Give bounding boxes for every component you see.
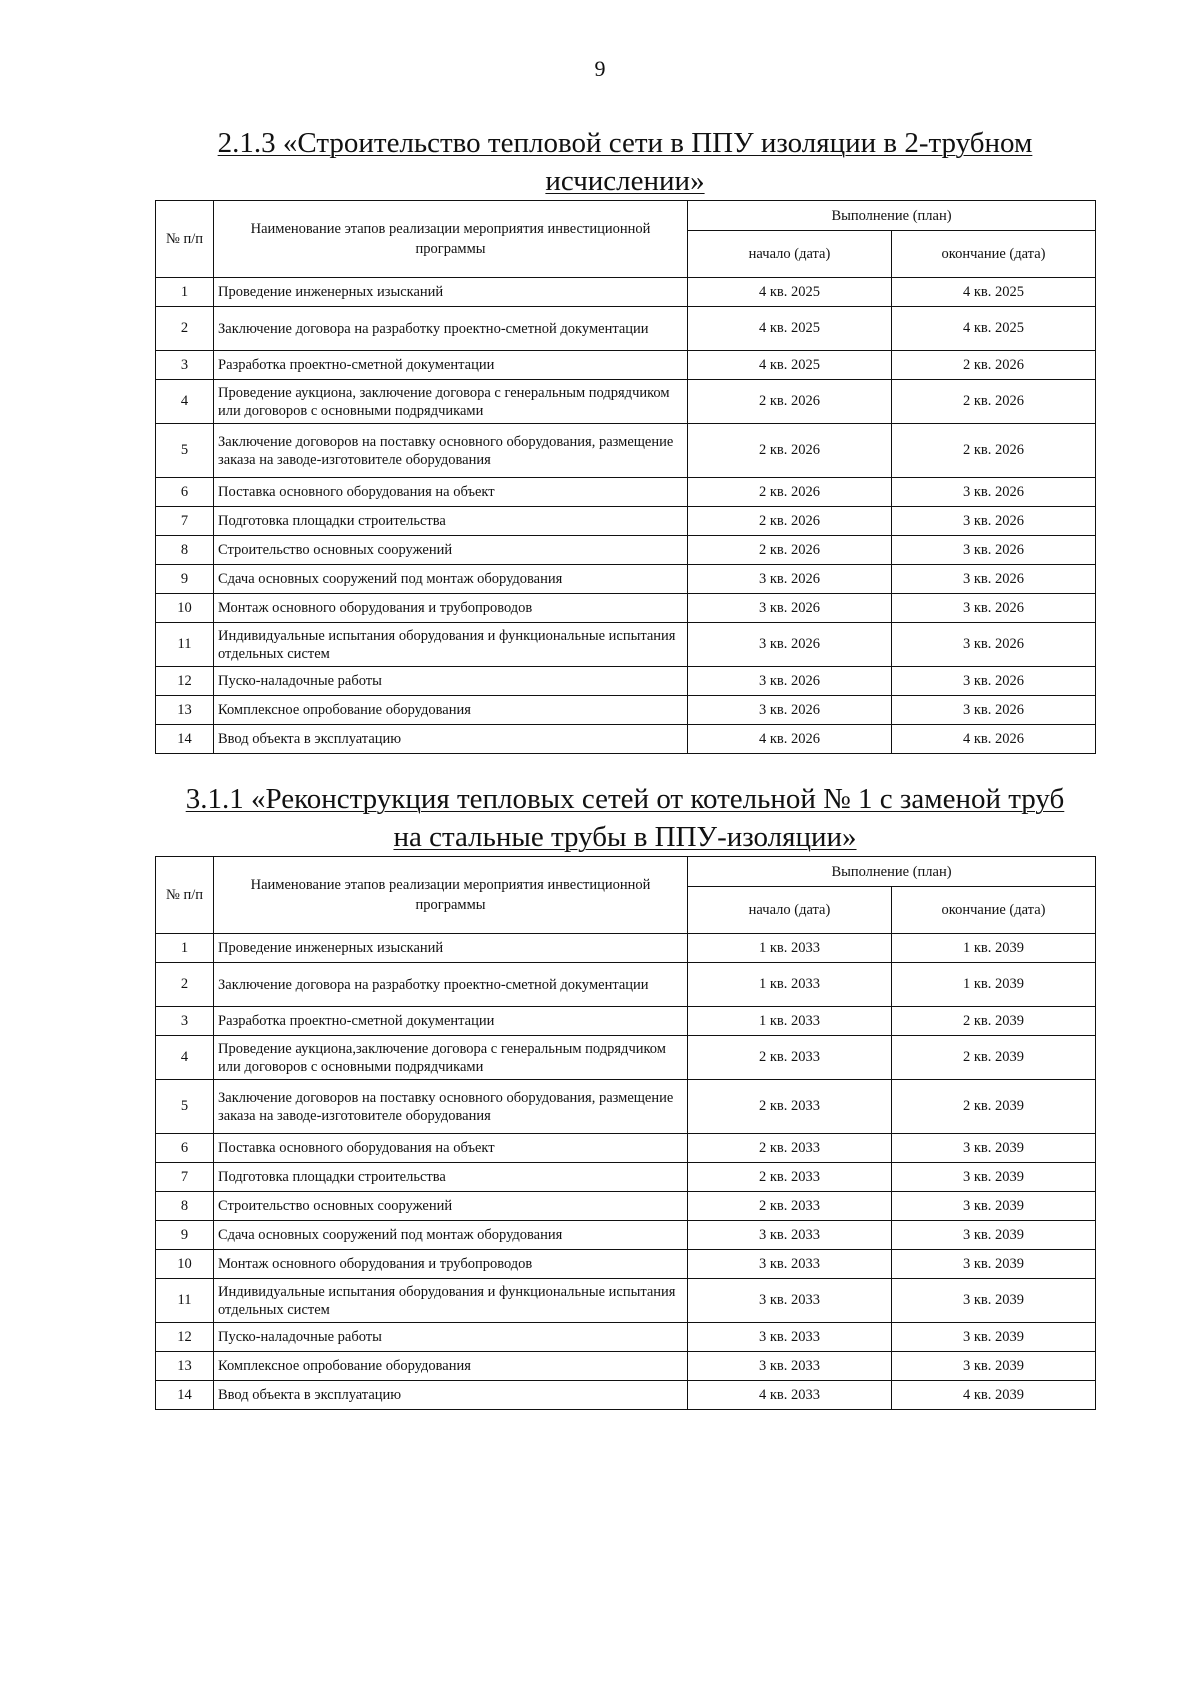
row-stage-name: Поставка основного оборудования на объект	[214, 1134, 688, 1163]
row-start-date: 4 кв. 2025	[688, 278, 892, 307]
row-stage-name: Подготовка площадки строительства	[214, 507, 688, 536]
row-num: 11	[156, 623, 214, 667]
row-num: 11	[156, 1279, 214, 1323]
table-row	[156, 1279, 1096, 1323]
row-num: 14	[156, 1381, 214, 1410]
row-stage-name: Проведение инженерных изысканий	[214, 278, 688, 307]
row-end-date: 3 кв. 2026	[892, 565, 1096, 594]
header-start: начало (дата)	[688, 231, 892, 278]
row-start-date: 3 кв. 2026	[688, 623, 892, 667]
row-end-date: 2 кв. 2039	[892, 1007, 1096, 1036]
row-end-date: 2 кв. 2026	[892, 424, 1096, 478]
row-end-date: 3 кв. 2026	[892, 536, 1096, 565]
table-row	[156, 507, 1096, 536]
row-stage-name: Пуско-наладочные работы	[214, 667, 688, 696]
row-stage-name: Монтаж основного оборудования и трубопроводов	[214, 594, 688, 623]
row-num: 3	[156, 1007, 214, 1036]
table-row	[156, 1036, 1096, 1080]
row-start-date: 2 кв. 2026	[688, 424, 892, 478]
row-num: 4	[156, 1036, 214, 1080]
table-row	[156, 1192, 1096, 1221]
row-num: 13	[156, 1352, 214, 1381]
row-num: 8	[156, 536, 214, 565]
row-start-date: 4 кв. 2025	[688, 307, 892, 351]
table-row	[156, 1352, 1096, 1381]
row-stage-name: Сдача основных сооружений под монтаж оборудования	[214, 565, 688, 594]
table-row	[156, 1381, 1096, 1410]
header-name: Наименование этапов реализации мероприятия инвестиционной программы	[214, 201, 688, 278]
row-start-date: 4 кв. 2026	[688, 725, 892, 754]
row-stage-name: Заключение договора на разработку проектно-сметной документации	[214, 307, 688, 351]
row-num: 14	[156, 725, 214, 754]
row-start-date: 2 кв. 2033	[688, 1192, 892, 1221]
table-row	[156, 623, 1096, 667]
row-stage-name: Строительство основных сооружений	[214, 536, 688, 565]
row-stage-name: Поставка основного оборудования на объект	[214, 478, 688, 507]
section-title	[155, 780, 1095, 856]
schedule-table	[155, 200, 1096, 754]
table-row	[156, 1250, 1096, 1279]
row-start-date: 3 кв. 2026	[688, 667, 892, 696]
row-end-date: 3 кв. 2026	[892, 594, 1096, 623]
header-end: окончание (дата)	[892, 231, 1096, 278]
row-stage-name: Заключение договоров на поставку основного оборудования, размещение заказа на заводе-изготовителе оборудования	[214, 1080, 688, 1134]
table-row	[156, 565, 1096, 594]
table-row	[156, 536, 1096, 565]
row-start-date: 3 кв. 2026	[688, 565, 892, 594]
table-row	[156, 278, 1096, 307]
row-stage-name: Ввод объекта в эксплуатацию	[214, 1381, 688, 1410]
table-row	[156, 1221, 1096, 1250]
row-start-date: 1 кв. 2033	[688, 934, 892, 963]
row-end-date: 3 кв. 2039	[892, 1352, 1096, 1381]
row-start-date: 3 кв. 2033	[688, 1323, 892, 1352]
row-start-date: 2 кв. 2026	[688, 478, 892, 507]
section-title-line-1: 3.1.1 «Реконструкция тепловых сетей от котельной № 1 с заменой труб	[185, 783, 1065, 815]
row-start-date: 2 кв. 2026	[688, 536, 892, 565]
row-end-date: 3 кв. 2026	[892, 623, 1096, 667]
row-stage-name: Разработка проектно-сметной документации	[214, 351, 688, 380]
header-end: окончание (дата)	[892, 887, 1096, 934]
row-num: 4	[156, 380, 214, 424]
row-num: 5	[156, 424, 214, 478]
table-row	[156, 478, 1096, 507]
row-end-date: 3 кв. 2039	[892, 1250, 1096, 1279]
row-stage-name: Заключение договора на разработку проектно-сметной документации	[214, 963, 688, 1007]
row-stage-name: Строительство основных сооружений	[214, 1192, 688, 1221]
row-num: 5	[156, 1080, 214, 1134]
row-num: 9	[156, 565, 214, 594]
row-num: 8	[156, 1192, 214, 1221]
row-start-date: 3 кв. 2033	[688, 1221, 892, 1250]
row-end-date: 4 кв. 2025	[892, 278, 1096, 307]
row-start-date: 2 кв. 2033	[688, 1080, 892, 1134]
schedule-table	[155, 856, 1096, 1410]
row-num: 6	[156, 478, 214, 507]
row-num: 2	[156, 963, 214, 1007]
section-heat-network-reconstruction	[155, 780, 1095, 1410]
row-num: 7	[156, 507, 214, 536]
row-end-date: 3 кв. 2026	[892, 507, 1096, 536]
row-stage-name: Индивидуальные испытания оборудования и функциональные испытания отдельных систем	[214, 1279, 688, 1323]
table-body	[156, 934, 1096, 1410]
header-execution: Выполнение (план)	[688, 857, 1096, 887]
row-end-date: 3 кв. 2039	[892, 1192, 1096, 1221]
row-stage-name: Ввод объекта в эксплуатацию	[214, 725, 688, 754]
row-end-date: 4 кв. 2025	[892, 307, 1096, 351]
row-end-date: 3 кв. 2039	[892, 1221, 1096, 1250]
table-row	[156, 307, 1096, 351]
row-start-date: 2 кв. 2033	[688, 1036, 892, 1080]
row-start-date: 2 кв. 2026	[688, 380, 892, 424]
header-num: № п/п	[156, 201, 214, 278]
row-num: 9	[156, 1221, 214, 1250]
header-num: № п/п	[156, 857, 214, 934]
row-num: 1	[156, 278, 214, 307]
row-num: 13	[156, 696, 214, 725]
header-execution: Выполнение (план)	[688, 201, 1096, 231]
row-start-date: 3 кв. 2026	[688, 696, 892, 725]
row-stage-name: Комплексное опробование оборудования	[214, 1352, 688, 1381]
row-start-date: 3 кв. 2033	[688, 1352, 892, 1381]
table-row	[156, 424, 1096, 478]
header-start: начало (дата)	[688, 887, 892, 934]
row-num: 10	[156, 594, 214, 623]
row-stage-name: Сдача основных сооружений под монтаж оборудования	[214, 1221, 688, 1250]
row-stage-name: Проведение аукциона,заключение договора с генеральным подрядчиком или договоров с основными подрядчиками	[214, 1036, 688, 1080]
row-num: 10	[156, 1250, 214, 1279]
table-row	[156, 1323, 1096, 1352]
row-stage-name: Проведение аукциона, заключение договора с генеральным подрядчиком или договоров с основными подрядчиками	[214, 380, 688, 424]
row-start-date: 4 кв. 2025	[688, 351, 892, 380]
row-stage-name: Разработка проектно-сметной документации	[214, 1007, 688, 1036]
row-start-date: 2 кв. 2033	[688, 1134, 892, 1163]
row-end-date: 3 кв. 2039	[892, 1163, 1096, 1192]
row-stage-name: Проведение инженерных изысканий	[214, 934, 688, 963]
header-name: Наименование этапов реализации мероприятия инвестиционной программы	[214, 857, 688, 934]
table-row	[156, 696, 1096, 725]
table-row	[156, 1163, 1096, 1192]
row-num: 3	[156, 351, 214, 380]
row-end-date: 1 кв. 2039	[892, 934, 1096, 963]
row-num: 12	[156, 1323, 214, 1352]
row-end-date: 3 кв. 2039	[892, 1134, 1096, 1163]
row-start-date: 2 кв. 2033	[688, 1163, 892, 1192]
row-start-date: 3 кв. 2033	[688, 1279, 892, 1323]
section-title	[155, 124, 1095, 200]
table-row	[156, 1007, 1096, 1036]
row-start-date: 1 кв. 2033	[688, 1007, 892, 1036]
row-stage-name: Пуско-наладочные работы	[214, 1323, 688, 1352]
row-end-date: 4 кв. 2026	[892, 725, 1096, 754]
section-heat-network-construction	[155, 124, 1095, 754]
row-num: 12	[156, 667, 214, 696]
table-row	[156, 667, 1096, 696]
section-title-line-2: на стальные трубы в ППУ-изоляции»	[393, 821, 857, 853]
table-row	[156, 594, 1096, 623]
row-end-date: 2 кв. 2026	[892, 351, 1096, 380]
row-stage-name: Подготовка площадки строительства	[214, 1163, 688, 1192]
row-start-date: 1 кв. 2033	[688, 963, 892, 1007]
row-end-date: 2 кв. 2039	[892, 1036, 1096, 1080]
row-num: 2	[156, 307, 214, 351]
table-row	[156, 1080, 1096, 1134]
row-end-date: 1 кв. 2039	[892, 963, 1096, 1007]
row-end-date: 3 кв. 2026	[892, 478, 1096, 507]
table-row	[156, 380, 1096, 424]
row-num: 1	[156, 934, 214, 963]
row-end-date: 2 кв. 2026	[892, 380, 1096, 424]
row-stage-name: Комплексное опробование оборудования	[214, 696, 688, 725]
row-start-date: 3 кв. 2033	[688, 1250, 892, 1279]
table-row	[156, 725, 1096, 754]
page-number: 9	[594, 56, 606, 81]
row-end-date: 3 кв. 2039	[892, 1279, 1096, 1323]
table-row	[156, 1134, 1096, 1163]
row-start-date: 4 кв. 2033	[688, 1381, 892, 1410]
row-start-date: 3 кв. 2026	[688, 594, 892, 623]
row-num: 6	[156, 1134, 214, 1163]
row-end-date: 3 кв. 2039	[892, 1323, 1096, 1352]
table-row	[156, 963, 1096, 1007]
section-title-line-2: исчислении»	[545, 165, 705, 197]
row-stage-name: Индивидуальные испытания оборудования и функциональные испытания отдельных систем	[214, 623, 688, 667]
row-end-date: 2 кв. 2039	[892, 1080, 1096, 1134]
row-start-date: 2 кв. 2026	[688, 507, 892, 536]
row-stage-name: Монтаж основного оборудования и трубопроводов	[214, 1250, 688, 1279]
row-end-date: 4 кв. 2039	[892, 1381, 1096, 1410]
row-end-date: 3 кв. 2026	[892, 696, 1096, 725]
table-row	[156, 934, 1096, 963]
section-title-line-1: 2.1.3 «Строительство тепловой сети в ППУ изоляции в 2-трубном	[217, 127, 1033, 159]
table-body	[156, 278, 1096, 754]
row-stage-name: Заключение договоров на поставку основного оборудования, размещение заказа на заводе-изготовителе оборудования	[214, 424, 688, 478]
table-row	[156, 351, 1096, 380]
row-num: 7	[156, 1163, 214, 1192]
row-end-date: 3 кв. 2026	[892, 667, 1096, 696]
